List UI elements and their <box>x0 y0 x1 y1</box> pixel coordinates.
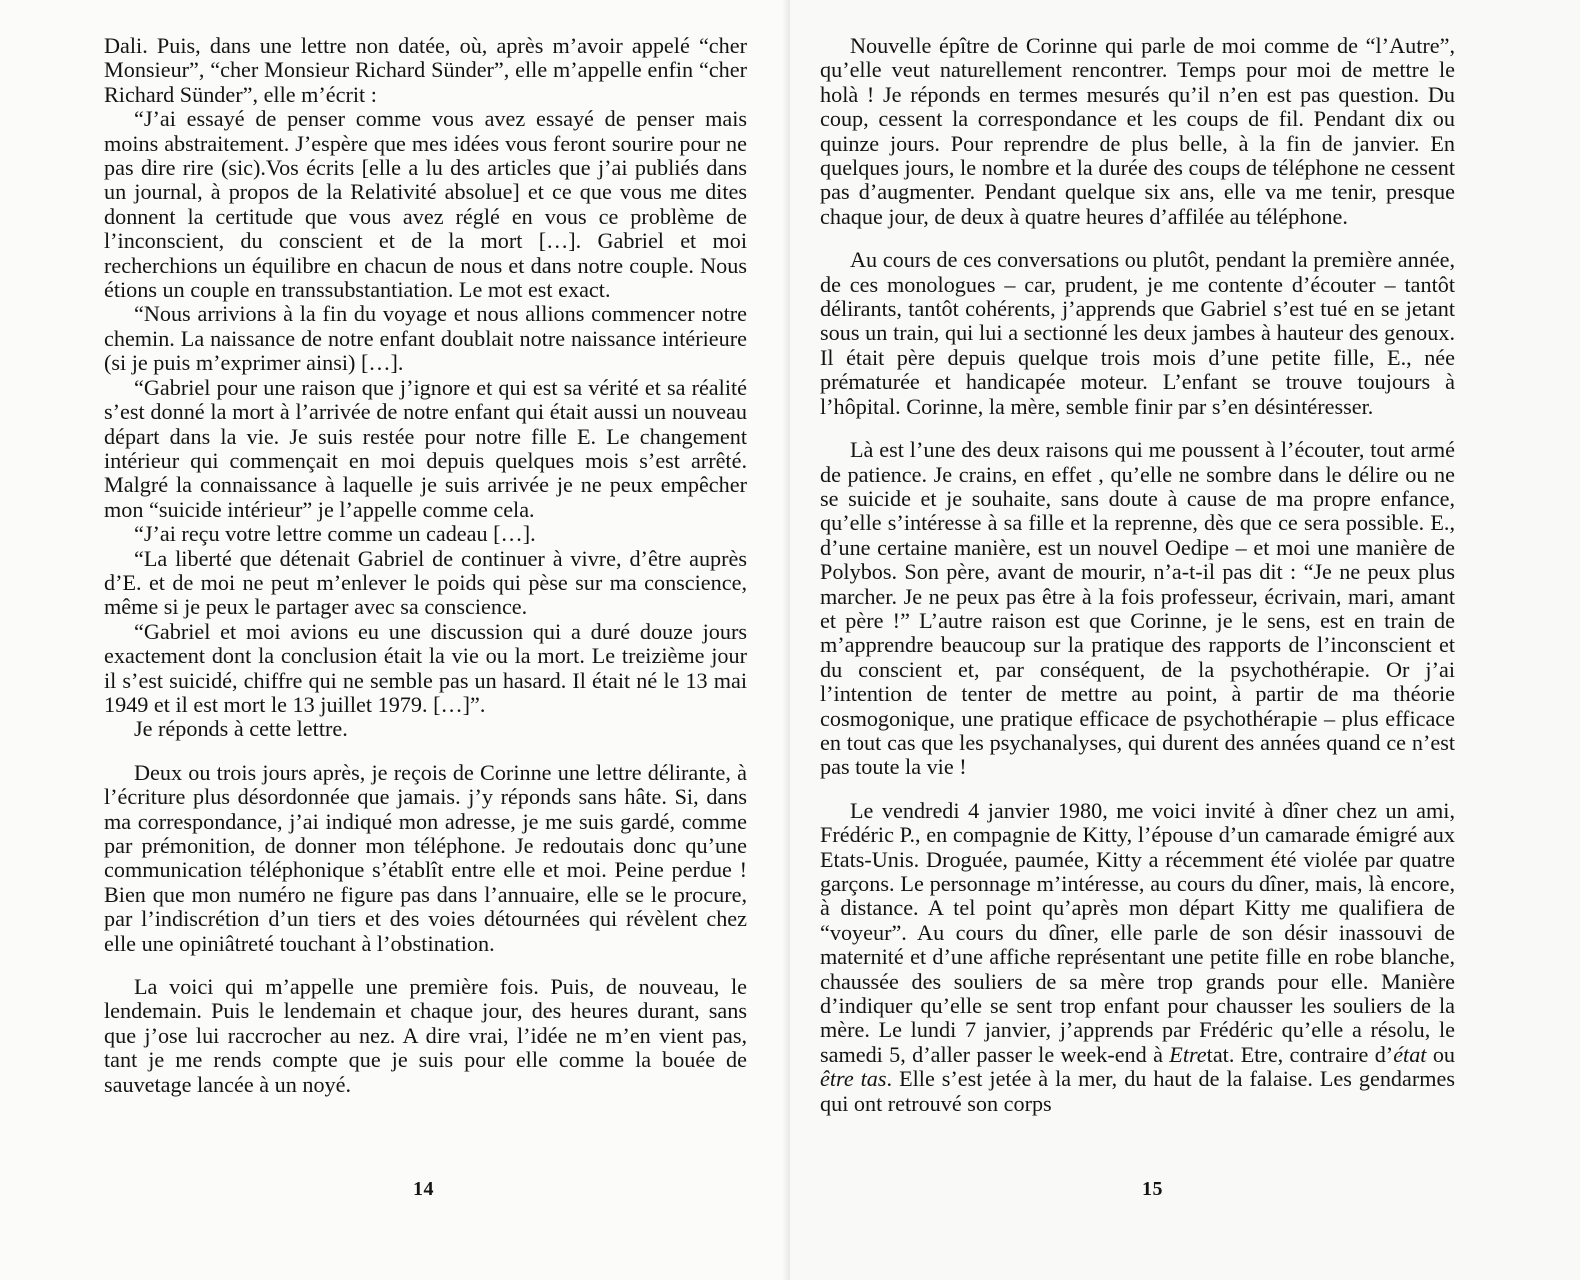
right-page-body <box>820 34 1455 1116</box>
page-number: 14 <box>413 1178 434 1200</box>
page-number: 15 <box>1142 1178 1163 1200</box>
italic-word: être tas <box>820 1066 887 1092</box>
paragraph: “Nous arrivions à la fin du voyage et nous allions commencer notre chemin. La naissance de notre enfant doublait notre naissance intérieure (si je puis m’exprimer ainsi) […]. <box>104 301 747 376</box>
italic-word: Etre <box>1169 1041 1207 1067</box>
paragraph: Nouvelle épître de Corinne qui parle de moi comme de “l’Autre”, qu’elle veut naturellement rencontrer. Temps pour moi de mettre le holà ! Je réponds en termes mesurés qu’il n’en est pas question. Du coup, cessent la correspondance et les coups de fil. Pendant dix ou quinze jours. Pour reprendre de plus belle, à la fin de janvier. En quelques jours, le nombre et la durée des coups de téléphone ne cessent pas d’augmenter. Pendant quelque six ans, elle va me tenir, presque chaque jour, de deux à quatre heures d’affilée au téléphone. <box>820 33 1455 229</box>
paragraph: “Gabriel pour une raison que j’ignore et qui est sa vérité et sa réalité s’est donné la mort à l’arrivée de notre enfant qui était aussi un nouveau départ dans la vie. Je suis restée pour notre fille E. Le changement intérieur qui commençait en moi depuis quelques mois s’est arrêté. Malgré la connaissance à laquelle je suis arrivée je ne peux empêcher mon “suicide intérieur” je l’appelle comme cela. <box>104 374 747 522</box>
paragraph: Dali. Puis, dans une lettre non datée, où, après m’avoir appelé “cher Monsieur”, “cher Monsieur Richard Sünder”, elle m’appelle enfin “cher Richard Sünder”, elle m’écrit : <box>104 33 747 107</box>
italic-word: état <box>1393 1041 1427 1067</box>
paragraph: Le vendredi 4 janvier 1980, me voici invité à dîner chez un ami, Frédéric P., en compagnie de Kitty, l’épouse d’un camarade émigré aux Etats-Unis. Droguée, paumée, Kitty a récemment été violée par quatre garçons. Le personnage m’intéresse, au cours du dîner, mais, là encore, à distance. A tel point qu’après mon départ Kitty me qualifiera de “voyeur”. Au cours du dîner, elle parle de son désir inassouvi de maternité et d’une affiche représentant une petite fille en robe blanche, chaussée des souliers de sa mère trop grands pour elle. Manière d’indiquer qu’elle se sent trop enfant pour chausser les souliers de la mère. Le lundi 7 janvier, j’apprends par Frédéric qu’elle a résolu, le samedi 5, d’aller passer le week-end à Etretat. Etre, contraire d’état ou être tas. Elle s’est jetée à la mer, du haut de la falaise. Les gendarmes qui ont retrouvé son corps <box>820 797 1456 1116</box>
paragraph: Là est l’une des deux raisons qui me poussent à l’écouter, tout armé de patience. Je crains, en effet , qu’elle ne sombre dans le délire ou ne se suicide et je souhaite, sans doute à cause de ma propre enfance, qu’elle s’intéresse à sa fille et la reprenne, dès que ce sera possible. E., d’une certaine manière, est un nouvel Oedipe – et moi une manière de Polybos. Son père, avant de mourir, n’a-t-il pas dit : “Je ne peux plus marcher. Je ne peux pas être à la fois professeur, écrivain, mari, amant et père !” L’autre raison est que Corinne, je le sens, est en train de m’apprendre beaucoup sur la pratique des rapports de l’inconscient et du conscient et, par conséquent, de la psychothérapie. Or j’ai l’intention de tenter de mettre au point, à partir de ma théorie cosmogonique, une pratique efficace de psychothérapie – plus efficace en tout cas que les psychanalyses, qui durent des années quand ce n’est pas toute la vie ! <box>820 437 1455 780</box>
right-page <box>790 0 1580 1280</box>
paragraph: “J’ai essayé de penser comme vous avez essayé de penser mais moins abstraitement. J’espère que mes idées vous feront sourire pour ne pas dire rire (sic).Vos écrits [elle a lu des articles que j’ai publiés dans un journal, à propos de la Relativité absolue] et ce que vous me dites donnent la certitude que vous avez réglé en vous ce problème de l’inconscient, du conscient et de la mort […]. Gabriel et moi recherchions un équilibre en chacun de nous et dans notre couple. Nous étions un couple en transsubstantiation. Le mot est exact. <box>104 106 747 303</box>
paragraph: “La liberté que détenait Gabriel de continuer à vivre, d’être auprès d’E. et de moi ne peut m’enlever le poids qui pèse sur ma conscience, même si je peux le partager avec sa conscience. <box>104 545 747 620</box>
paragraph: “Gabriel et moi avions eu une discussion qui a duré douze jours exactement dont la conclusion était la vie ou la mort. Le treizième jour il s’est suicidé, chiffre qui ne semble pas un hasard. Il était né le 13 mai 1949 et il est mort le 13 juillet 1979. […]”. <box>104 618 747 717</box>
paragraph: Deux ou trois jours après, je reçois de Corinne une lettre délirante, à l’écriture plus désordonnée que jamais. j’y réponds sans hâte. Si, dans ma correspondance, j’ai indiqué mon adresse, je me suis gardé, comme par prémonition, de donner mon téléphone. Je redoutais donc qu’une communication téléphonique s’établît entre elle et moi. Peine perdue ! Bien que mon numéro ne figure pas dans l’annuaire, elle se le procure, par l’indiscrétion d’un tiers et des voies détournées qui révèlent chez elle une opiniâtreté touchant à l’obstination. <box>104 759 747 956</box>
paragraph: La voici qui m’appelle une première fois. Puis, de nouveau, le lendemain. Puis le lendemain et chaque jour, des heures durant, sans que j’ose lui raccrocher au nez. A dire vrai, l’idée ne m’en vient pas, tant je me rends compte que je suis pour elle comme la bouée de sauvetage lancée à un noyé. <box>104 974 747 1097</box>
left-page-body <box>104 34 747 1097</box>
paragraph-with-italics <box>820 799 1455 1116</box>
paragraph: Au cours de ces conversations ou plutôt, pendant la première année, de ces monologues – car, prudent, je me contente d’écouter – tantôt délirants, tantôt cohérents, j’apprends que Gabriel s’est tué en se jetant sous un train, qui lui a sectionné les deux jambes à hauteur des genoux. Il était père depuis quelque trois mois d’une petite fille, E., née prématurée et handicapée moteur. L’enfant se trouve toujours à l’hôpital. Corinne, la mère, semble finir par s’en désintéresser. <box>820 247 1455 419</box>
paragraph: “J’ai reçu votre lettre comme un cadeau […]. <box>134 521 536 547</box>
paragraph: Je réponds à cette lettre. <box>134 716 348 742</box>
